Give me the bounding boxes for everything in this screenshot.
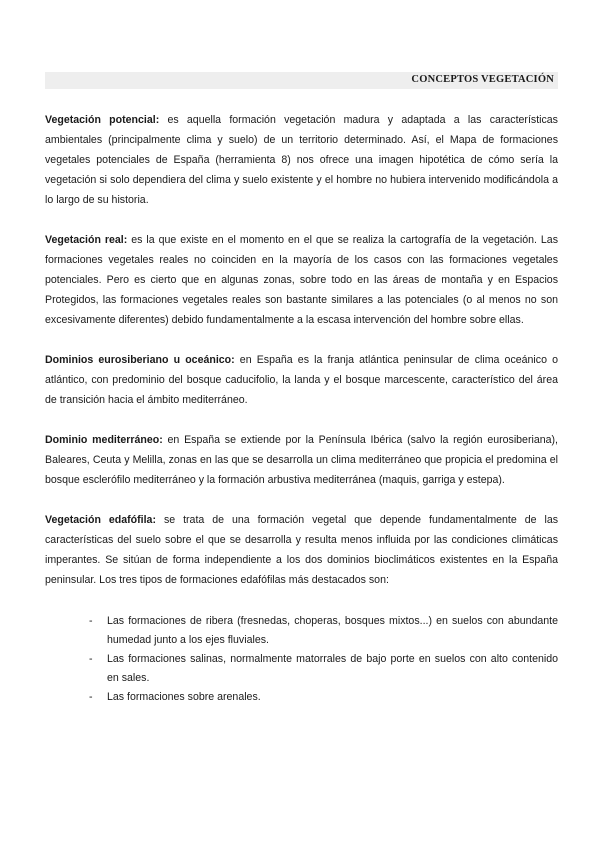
paragraph-vegetacion-real <box>45 230 558 330</box>
list-bullet: - <box>89 653 93 665</box>
paragraph-vegetacion-potencial <box>45 110 558 210</box>
document-body <box>45 110 558 705</box>
edafofila-types-list <box>45 612 558 707</box>
term-vegetacion-potencial: Vegetación potencial: <box>45 114 160 126</box>
list-item-text: Las formaciones salinas, normalmente matorrales de bajo porte en suelos con alto contenido en sales. <box>107 653 558 684</box>
term-vegetacion-edafofila: Vegetación edafófila: <box>45 514 156 526</box>
list-item-text: Las formaciones sobre arenales. <box>107 691 261 703</box>
list-bullet: - <box>89 691 93 703</box>
term-dominio-eurosiberiano: Dominios eurosiberiano u oceánico: <box>45 354 235 366</box>
definition-vegetacion-potencial: es aquella formación vegetación madura y adaptada a las características ambientales (principalmente clima y suelo) de un territorio determinado. Así, el Mapa de formaciones vegetales potenciales de España (herramienta 8) nos ofrece una imagen hipotética de cómo sería la vegetación si solo dependiera del clima y suelo existente y el hombre no hubiera intervenido modificándola a lo largo de su historia. <box>45 114 558 206</box>
term-vegetacion-real: Vegetación real: <box>45 234 128 246</box>
list-bullet: - <box>89 615 93 627</box>
definition-dominio-eurosiberiano: en España es la franja atlántica peninsular de clima oceánico o atlántico, con predominio del bosque caducifolio, la landa y el bosque marcescente, característico del área de transición hacia el ámbito mediterráneo. <box>45 354 558 406</box>
paragraph-vegetacion-edafofila <box>45 510 558 590</box>
list-item <box>45 688 558 707</box>
header-title: CONCEPTOS VEGETACIÓN <box>411 74 554 85</box>
list-item <box>45 650 558 688</box>
list-item-text: Las formaciones de ribera (fresnedas, choperas, bosques mixtos...) en suelos con abundante humedad junto a los ejes fluviales. <box>107 615 558 646</box>
definition-vegetacion-real: es la que existe en el momento en el que se realiza la cartografía de la vegetación. Las formaciones vegetales reales no coinciden en la mayoría de los casos con las formaciones vegetales potenciales. Pero es cierto que en algunas zonas, sobre todo en las áreas de montaña y en Espacios Protegidos, las formaciones vegetales reales son bastante similares a las potenciales (o al menos no son excesivamente diferentes) debido fundamentalmente a la escasa intervención del hombre sobre ellas. <box>45 234 558 326</box>
definition-vegetacion-edafofila: se trata de una formación vegetal que depende fundamentalmente de las características del suelo sobre el que se desarrolla y resulta menos influida por las condiciones climáticas imperantes. Se sitúan de forma independiente a los dos dominios bioclimáticos existentes en la España peninsular. Los tres tipos de formaciones edafófilas más destacados son: <box>45 514 559 586</box>
paragraph-dominio-eurosiberiano <box>45 350 558 410</box>
header-bar <box>45 72 558 89</box>
list-item <box>45 612 558 650</box>
definition-dominio-mediterraneo: en España se extiende por la Península Ibérica (salvo la región eurosiberiana), Baleares, Ceuta y Melilla, zonas en las que se desarrolla un clima mediterráneo que propicia el predomina el bosque esclerófilo mediterráneo y la formación arbustiva mediterránea (maquis, garriga y estepa). <box>45 434 558 486</box>
paragraph-dominio-mediterraneo <box>45 430 558 490</box>
term-dominio-mediterraneo: Dominio mediterráneo: <box>45 434 163 446</box>
